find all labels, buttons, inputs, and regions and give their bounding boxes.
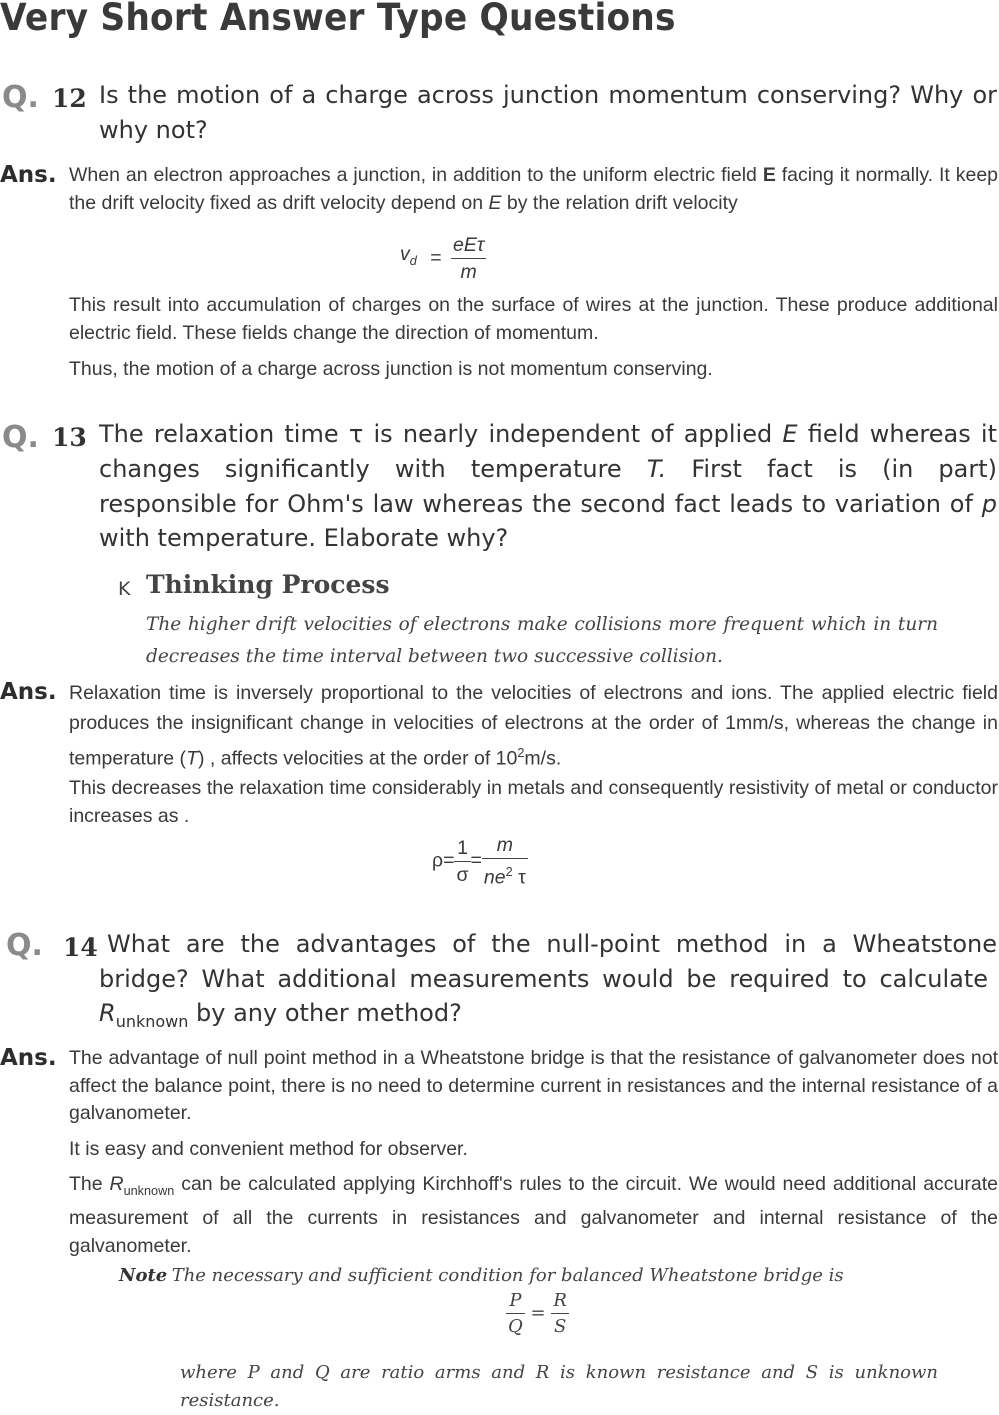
formula-bridge-eq: = bbox=[530, 1302, 546, 1324]
answer-13-T: T bbox=[186, 747, 198, 770]
thinking-process-line2: decreases the time interval between two successive collision. bbox=[146, 646, 723, 667]
question-marker: Q. bbox=[6, 928, 43, 963]
question-13-line2 bbox=[99, 455, 997, 483]
q13-line3-a: responsible for Ohm's law whereas the second fact leads to variation of bbox=[99, 490, 973, 518]
note-end: where P and Q are ratio arms and R is known resistance and S is unknown resistance. bbox=[180, 1362, 938, 1411]
formula-PQ bbox=[506, 1288, 525, 1339]
formula-resistivity bbox=[432, 832, 528, 891]
question-12-line1: Is the motion of a charge across junction momentum conserving? Why or bbox=[99, 81, 997, 109]
note-block bbox=[119, 1262, 844, 1290]
answer-13-para2: This decreases the relaxation time considerably in metals and consequently resistivity of metal or conductor increases as . bbox=[69, 777, 998, 827]
answer-14-para2: It is easy and convenient method for observer. bbox=[69, 1138, 468, 1160]
q14-R-sub: unknown bbox=[115, 1011, 189, 1031]
formula-Q: Q bbox=[508, 1316, 523, 1337]
q13-line3-p: p bbox=[981, 490, 997, 518]
answer-12-text-a: When an electron approaches a junction, in addition to the uniform electric field bbox=[69, 164, 757, 186]
formula-frac2-den: ne bbox=[483, 866, 506, 889]
answer-12-para3: Thus, the motion of a charge across junction is not momentum conserving. bbox=[69, 358, 713, 380]
answer-12-bold-E: E bbox=[762, 164, 776, 186]
q13-line2-T: T. bbox=[646, 455, 667, 483]
answer-14-R: R bbox=[109, 1173, 124, 1195]
answer-marker: Ans. bbox=[0, 679, 57, 705]
question-number-12: 12 bbox=[52, 84, 87, 113]
formula-frac1-num: 1 bbox=[454, 835, 470, 862]
answer-14-text-a: The bbox=[69, 1173, 103, 1195]
answer-13-text-c: m/s. bbox=[524, 747, 562, 770]
question-14-line1: What are the advantages of the null-point method in a Wheatstone bbox=[107, 930, 997, 958]
answer-13-text-b: ) , affects velocities at the order of 10 bbox=[197, 747, 518, 770]
formula-denominator: m bbox=[460, 261, 477, 283]
q13-line1-E: E bbox=[782, 420, 798, 448]
answer-12-ital-E: E bbox=[488, 191, 502, 214]
formula-R: R bbox=[551, 1288, 569, 1314]
question-13-line4: with temperature. Elaborate why? bbox=[99, 524, 509, 552]
formula-eq2: = bbox=[470, 849, 482, 872]
question-marker: Q. bbox=[2, 80, 39, 115]
answer-14-para1: The advantage of null point method in a Wheatstone bridge is that the resistance of galvanometer does not affect the balance point, there is no need to determine current in resistances and the internal resistance of a galvanometer. bbox=[69, 1047, 998, 1124]
question-14-line3 bbox=[99, 999, 462, 1031]
formula-v-sub: d bbox=[409, 254, 417, 269]
question-13-line3 bbox=[99, 490, 997, 518]
q13-line2-b: First fact is (in part) bbox=[691, 455, 998, 483]
answer-13-text-a: Relaxation time is inversely proportional to the velocities of electrons and ions. The applied electric field produces the insignificant change in velocities of electrons at the order of 1mm/s, whereas the change in temperature ( bbox=[69, 682, 998, 770]
q14-R: R bbox=[99, 999, 116, 1027]
formula-frac2-sup: 2 bbox=[505, 865, 513, 879]
thinking-process-bullet-icon: K bbox=[118, 578, 131, 600]
formula-frac2 bbox=[482, 832, 528, 891]
answer-marker: Ans. bbox=[0, 162, 57, 188]
formula-numerator: eEτ bbox=[451, 232, 486, 259]
formula-fraction bbox=[451, 232, 486, 285]
answer-marker: Ans. bbox=[0, 1045, 57, 1071]
answer-13-para1 bbox=[69, 678, 998, 774]
note-text: The necessary and sufficient condition for balanced Wheatstone bridge is bbox=[171, 1265, 844, 1286]
answer-14-text-b: can be calculated applying Kirchhoff's rules to the circuit. We would need additional accurate measurement of all the currents in resistances and galvanometer and internal resistance of the galvanometer. bbox=[69, 1173, 999, 1257]
formula-frac1-den: σ bbox=[456, 863, 469, 886]
formula-equals: = bbox=[430, 246, 442, 269]
question-13-line1 bbox=[99, 420, 997, 448]
note-label: Note bbox=[119, 1265, 168, 1286]
answer-14-para3 bbox=[69, 1171, 998, 1260]
question-number-13: 13 bbox=[52, 423, 87, 452]
answer-12-para1 bbox=[69, 162, 998, 217]
question-12-line2: why not? bbox=[99, 116, 208, 144]
formula-v: v bbox=[400, 243, 410, 266]
page-heading: Very Short Answer Type Questions bbox=[0, 0, 676, 39]
answer-12-para2: This result into accumulation of charges on the surface of wires at the junction. These produce additional electric field. These fields change the direction of momentum. bbox=[69, 294, 998, 344]
q13-line2-a: changes significantly with temperature bbox=[99, 455, 622, 483]
q13-line1-a: The relaxation time τ is nearly independent of applied bbox=[99, 420, 773, 448]
answer-12-text-b: facing it normally. It keep the drift velocity fixed as drift velocity depend on bbox=[69, 164, 999, 214]
q14-line3-b: by any other method? bbox=[196, 999, 462, 1027]
answer-14-R-sub: unknown bbox=[123, 1183, 175, 1198]
formula-rho: ρ= bbox=[432, 849, 455, 872]
q13-line1-b: field whereas it bbox=[807, 420, 997, 448]
formula-RS bbox=[551, 1288, 569, 1339]
thinking-process-title: Thinking Process bbox=[146, 570, 390, 599]
thinking-process-line1: The higher drift velocities of electrons make collisions more frequent which in turn bbox=[146, 614, 938, 635]
question-marker: Q. bbox=[2, 420, 39, 455]
answer-12-text-c: by the relation drift velocity bbox=[506, 191, 738, 214]
formula-frac2-tau: τ bbox=[512, 866, 526, 889]
question-number-14: 14 bbox=[63, 933, 98, 962]
formula-frac2-num: m bbox=[482, 832, 528, 859]
question-14-line2: bridge? What additional measurements would be required to calculate bbox=[99, 965, 988, 993]
formula-S: S bbox=[553, 1316, 567, 1337]
formula-frac1 bbox=[454, 835, 470, 888]
answer-13-sup: 2 bbox=[517, 746, 525, 760]
formula-P: P bbox=[506, 1288, 525, 1314]
formula-bridge-balance bbox=[506, 1288, 569, 1339]
formula-drift-velocity bbox=[400, 232, 486, 285]
